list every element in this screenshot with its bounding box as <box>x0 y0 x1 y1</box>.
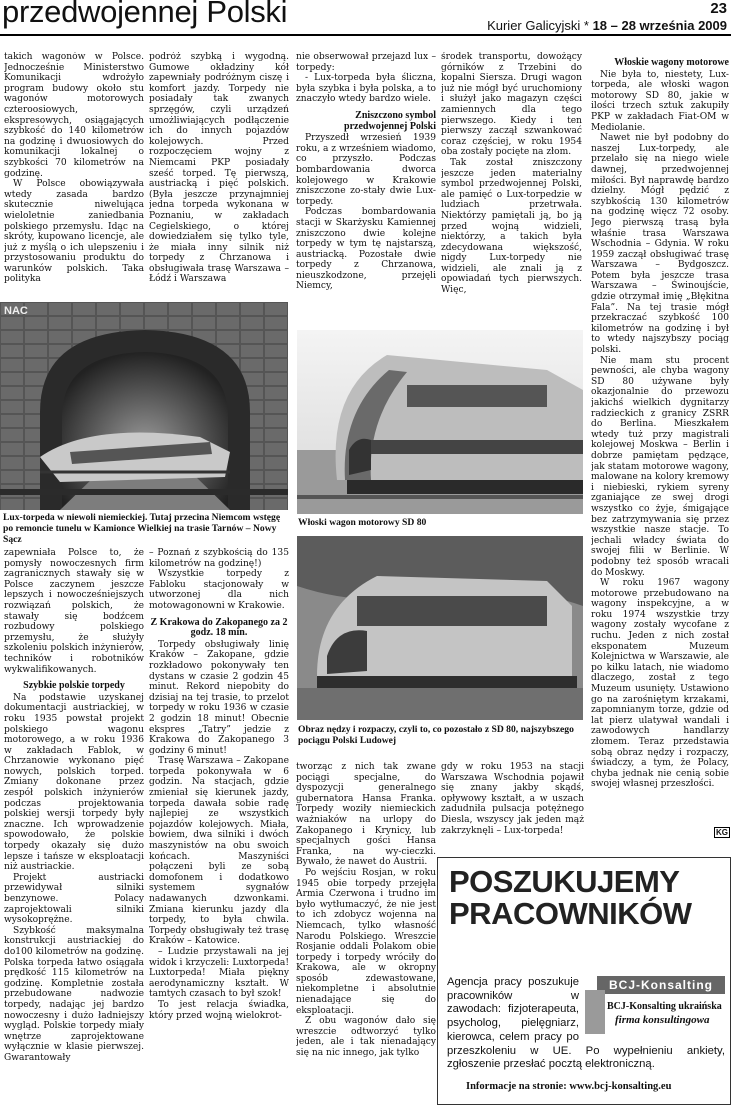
paragraph: Tak został zniszczony jeszcze jeden materialny symbol przedwojennej Polski, ale pamięć o Lux-torpedzie w ludziach przetrwała. Niektórzy pamiętali ją, bo ją przed wojną widzieli, niektórzy, a takich była zdecydowana większość, nigdy Lux-torpedy nie widzieli, ale znali ją z opowiadań tych pierwszych. Więc, <box>441 157 582 296</box>
bcj-logo-name: BCJ-Konsalting <box>597 976 725 994</box>
ad-body <box>447 976 725 1072</box>
bcj-logo-line-2: firma konsultingowa <box>615 1014 710 1026</box>
section-subheading: Z Krakowa do Zakopanego za 2 godz. 18 min. <box>150 616 288 639</box>
page-title: przedwojennej Polski <box>2 0 288 29</box>
ad-body-text: Agencja pracy poszukuje pracowników w zawodach: fizjoterapeuta, psycholog, pielęgniarz, kierowca, celem pracy po przeszkoleniu w UE. Po wypełnieniu ankiety, zgłoszenie przesłać pocztą elektroniczną. <box>447 976 725 1071</box>
paragraph: takich wagonów w Polsce. Jednocześnie Ministerstwo Komunikacji wdrożyło program budowy około stu wagonów motorowych czteroosiowych, ekspresowych, osiągających szybkość do 140 kilometrów na godzinę i dwuosiowych do komunikacji lokalnej o szybkości 70 kilometrów na godzinę. <box>4 52 144 179</box>
column-2-top <box>149 52 289 300</box>
column-1-top <box>4 52 144 300</box>
paragraph: Wszystkie torpedy z Fabloku stacjonowały w utworzonej dla nich motowagonowni w Krakowie. <box>149 569 289 611</box>
sd80-photo-graphic <box>297 330 583 514</box>
paragraph: gdy w roku 1953 na stacji Warszawa Wschodnia pojawił się znany jakby skądś, opływowy kształt, a w uszach zadudniła pulsacja potężnego Diesla, wszyscy jak jeden mąż zakrzyknęli – Lux-torpeda! <box>441 762 584 836</box>
issue-info <box>487 18 727 33</box>
bcj-logo <box>585 976 725 1040</box>
paragraph: Z obu wagonów dało się wreszcie odtworzyć tylko jeden, ale i tak nienadający się na nic innego, jak tylko <box>296 1016 436 1059</box>
paragraph: Na podstawie uzyskanej dokumentacji austriackiej, w roku 1935 powstał projekt polskiego wagonu motorowego, a w roku 1936 w zakładach Fablok, w Chrzanowie wykonano pięć nowych, polskich torped. Zmiany dokonane przez zespół polskich inżynierów podczas projektowania polskiej wersji torpedy były znaczne. Ich wprowadzenie spowodowało, że polskie torpedy okazały się dużo lepsze i tańsze w eksploatacji niż austriackie. <box>4 692 144 873</box>
page-number: 23 <box>710 0 727 17</box>
author-tag: KG <box>716 828 728 837</box>
bcj-logo-map <box>585 990 605 1034</box>
paragraph: Torpedy obsługiwały linię Kraków – Zakopane, gdzie rozkładowo pokonywały ten dystans w czasie 2 godzin 45 minut. Rekord niepobity do dzisiaj na tej trasie, to przelot torpedy w roku 1936 w czasie 2 godzin 18 minut! Obecnie ekspres „Tatry” jedzie z Krakowa do Zakopanego 3 godziny 6 minut! <box>149 639 289 756</box>
paragraph: - Lux-torpeda była śliczna, była szybka i była polska, a to znaczyło wtedy bardzo wiele. <box>296 73 436 105</box>
section-subheading: Zniszczono symbol przedwojennej Polski <box>344 109 436 132</box>
wreck-photo-caption: Obraz nędzy i rozpaczy, czyli to, co pozostało z SD 80, najszybszego pociągu Polski Ludowej <box>298 724 574 746</box>
column-4-bottom <box>441 762 584 854</box>
paragraph: Szybkość maksymalna konstrukcji austriackiej do do100 kilometrów na godzinę. Polska torpeda łatwo osiągała prędkość 115 kilometrów na godzinę. Kompletnie została przebudowane nadwozie torpedy, nadając jej bardzo nowoczesny i dużo ładniejszy wygląd. Polskie torpedy miały wnętrze zaprojektowane wyłącznie w klasie pierwszej. Gwarantowały <box>4 925 144 1063</box>
issue-dates: 18 – 28 września 2009 <box>592 18 727 33</box>
column-5 <box>591 52 729 852</box>
column-1-bottom <box>4 548 144 1105</box>
ad-heading-1: POSZUKUJEMY <box>449 864 680 899</box>
paragraph: Trasę Warszawa – Zakopane torpeda pokonywała w 6 godzin. Na stacjach, gdzie zmieniał się kierunek jazdy, torpeda dawała sobie radę najlepiej ze wszystkich pojazdów kolejowych. Miała, bowiem, dwa silniki i dwóch maszynistów na obu swoich końcach. Maszyniści połączeni byli ze sobą domofonem i dodatkowo systemem sygnałów nadawanych dzwonkami. Zmiana kierunku jazdy dla torpedy, to była chwila. Torpedy obsługiwały też trasę Kraków – Katowice. <box>149 756 289 947</box>
tunnel-photo <box>0 302 288 510</box>
paragraph: W Polsce obowiązywała wtedy zasada bardzo skutecznie niwelująca wieloletnie zaniedbania polskiego przemysłu. Idąc na skróty, kupowano licencje, ale już z myślą o ich ulepszeniu i przystosowaniu produktu do warunków polskich. Taka polityka <box>4 179 144 285</box>
paragraph: Podczas bombardowania stacji w Skarżysku Kamiennej zniszczono dwie kolejne torpedy w tym tę najstarszą, austriacką. Pozostałe dwie torpedy z Chrzanowa, nieuszkodzone, przejęli Niemcy, <box>296 207 436 292</box>
paragraph: Po wejściu Rosjan, w roku 1945 obie torpedy przejęła Armia Czerwona i trudno im było wytłumaczyć, że nie jest to ich zdobycz wojenna na Niemcach, tylko własność Narodu Polskiego. Wreszcie Rosjanie oddali Polakom obie torpedy i torpedy wróciły do Krakowa, ale w okropny sposób zdewastowane, niekompletne i absolutnie nienadające się do eksploatacji. <box>296 867 436 1016</box>
paragraph: tworząc z nich tak zwane pociągi specjalne, do dyspozycji generalnego gubernatora Hansa Franka. Torpedy woziły niemieckich ważniaków na urlopy do Zakopanego i Krynicy, lub specjalnych gości Hansa Franka, na wy-cieczki. Bywało, że nawet do Austrii. <box>296 762 436 868</box>
paragraph: środek transportu, dowożący górników z Trzebini do kopalni Siersza. Drugi wagon już nie mógł być uruchomiony i służył jako magazyn części zamiennych dla tego pierwszego. Kiedy i ten pierwszy zaczął szwankować coraz częściej, w roku 1954 oba zostały pocięte na złom. <box>441 52 582 158</box>
paragraph: Nie była to, niestety, Lux-torpeda, ale włoski wagon motorowy SD 80, jakie w ilości trzech sztuk zakupiły PKP w zakładach Fiat-OM w Mediolanie. <box>591 69 729 133</box>
paragraph: nie obserwował przejazd lux – torpedy: <box>296 52 436 73</box>
paragraph: Nie mam stu procent pewności, ale chyba wagony SD 80 używane były okazjonalnie do przewozu jakichś wielkich dygnitarzy radzieckich z granicy ZSRR do Berlina. Mieszkałem wtedy tuż przy magistrali kolejowej Moskwa – Berlin i dobrze pamiętam pędzące, jak statam motorowe wagony, malowane na kolory kremowy i niebieski, rykiem syreny zganiające ze swej drogi wszystko co żyje, śmigające bez zatrzymywania się przez wszystkie nasze stacje. To jechali władcy świata do swojej filii w Berlinie. W podobny też sposób wracali do Moskwy. <box>591 355 729 578</box>
issue-separator: * <box>580 18 593 33</box>
column-4-top <box>441 52 582 324</box>
column-2-bottom <box>149 548 289 1105</box>
wreck-photo <box>297 536 583 720</box>
job-advertisement <box>437 857 731 1105</box>
ad-footer-link[interactable]: Informacje na stronie: www.bcj-konsalting.eu <box>466 1081 672 1092</box>
sd80-photo <box>297 330 583 514</box>
tunnel-photo-caption: Lux-torpeda w niewoli niemieckiej. Tutaj przecina Niemcom wstęgę po remoncie tunelu w Kamionce Wielkiej na trasie Tarnów – Nowy Sącz <box>3 512 281 545</box>
tunnel-photo-graphic <box>0 302 288 510</box>
paper-name: Kurier Galicyjski <box>487 18 581 33</box>
paragraph: Projekt austriacki przewidywał silniki benzynowe. Polacy zaprojektowali silniki wysokoprężne. <box>4 872 144 926</box>
paragraph: zapewniała Polsce to, że pomysły nowoczesnych firm zagranicznych stawały się w Polsce zaczynem jeszcze lepszych i nowocześniejszych rozwiązań polskich, że stawały się bodźcem rozbudowy polskiego przemysłu, że służyły szkoleniu polskich inżynierów, techników i robotników wykwalifikowanych. <box>4 548 144 675</box>
header-rule <box>0 34 731 36</box>
tunnel-photo-watermark: NAC <box>4 305 28 317</box>
section-subheading: Włoskie wagony motorowe <box>614 57 729 68</box>
column-3-bottom <box>296 762 436 1105</box>
paragraph: – Poznań z szybkością do 135 kilometrów na godzinę!) <box>149 548 289 569</box>
paragraph: W roku 1967 wagony motorowe przebudowano na wagony inspekcyjne, a w roku 1974 wszystkie trzy wagony zostały wycofane z ruchu. Jeden z nich został eksponatem Muzeum Kolejnictwa w Warszawie, ale po kilku latach, nie wiadomo dlaczego, został z tego Muzeum usunięty. Ustawiono go na zarośniętym krzakami, zapomnianym torze, gdzie od lat pierz ulatywał wandali i zawodowych handlarzy złomem. Teraz przedstawia sobą obraz nędzy i rozpaczy, świadczy, a tym, że Polacy, chyba jednak nie cenią sobie swojej własnej przeszłości. <box>591 578 729 790</box>
paragraph: Nawet nie był podobny do naszej Lux-torpedy, ale przelało się na niego wiele dawnej, przedwojennej miłości. Był naprawdę bardzo dzielny. Mógł pędzić z szybkością 130 kilometrów na godzinę więcz 72 osoby. Jego pierwszą trasą była właśnie trasa Warszawa Wschodnia – Gdynia. W roku 1959 zaczął obsługiwać trasę Warszawa – Bydgoszcz. Potem była jeszcze trasa Warszawa – Świnoujście, gdzie otrzymał imię „Błękitna Fala”. Na tej trasie mógł przekraczać szybkość 100 kilometrów na godzinę i był to wtedy najszybszy pociąg polski. <box>591 133 729 356</box>
column-3-top <box>296 52 436 324</box>
paragraph: Przyszedł wrzesień 1939 roku, a z wrześniem wiadomo, co przyszło. Podczas bombardowania dworca kolejowego w Krakowie zniszczone zo-stały dwie Lux-torpedy. <box>296 133 436 207</box>
ad-heading-2: PRACOWNIKÓW <box>449 896 692 931</box>
paragraph: – Ludzie przystawali na jej widok i krzyczeli: Luxtorpeda! Luxtorpeda! Miała piękny aerodynamiczny kształt. W tamtych czasach to był szok! <box>149 946 289 1000</box>
sd80-photo-caption: Włoski wagon motorowy SD 80 <box>298 517 427 528</box>
wreck-photo-graphic <box>297 536 583 720</box>
paragraph: podróż szybką i wygodną. Gumowe okładziny kół zapewniały podróżnym ciszę i komfort jazdy. Torpedy nie posiadały tak zwanych sprzęgów, czyli urządzeń umożliwiających podłączenie ich do innych pojazdów kolejowych. Przed rozpoczęciem wojny z Niemcami PKP posiadały sześć torped. Tę pierwszą, austriacką i pięć polskich. (Była jeszcze przynajmniej jedna torpeda wykonana w Poznaniu, w zakładach Cegielskiego, o której dowiedziałem się tylko tyle, że miała inny silnik niż torpedy z Chrzanowa i obsługiwała trasę Warszawa – Łódź i Warszawa <box>149 52 289 285</box>
paragraph: To jest relacja świadka, który przed wojną wielokrot- <box>149 999 289 1021</box>
section-subheading: Szybkie polskie torpedy <box>23 680 125 692</box>
bcj-logo-line-1: BCJ-Konsalting ukraińska <box>607 1001 722 1012</box>
